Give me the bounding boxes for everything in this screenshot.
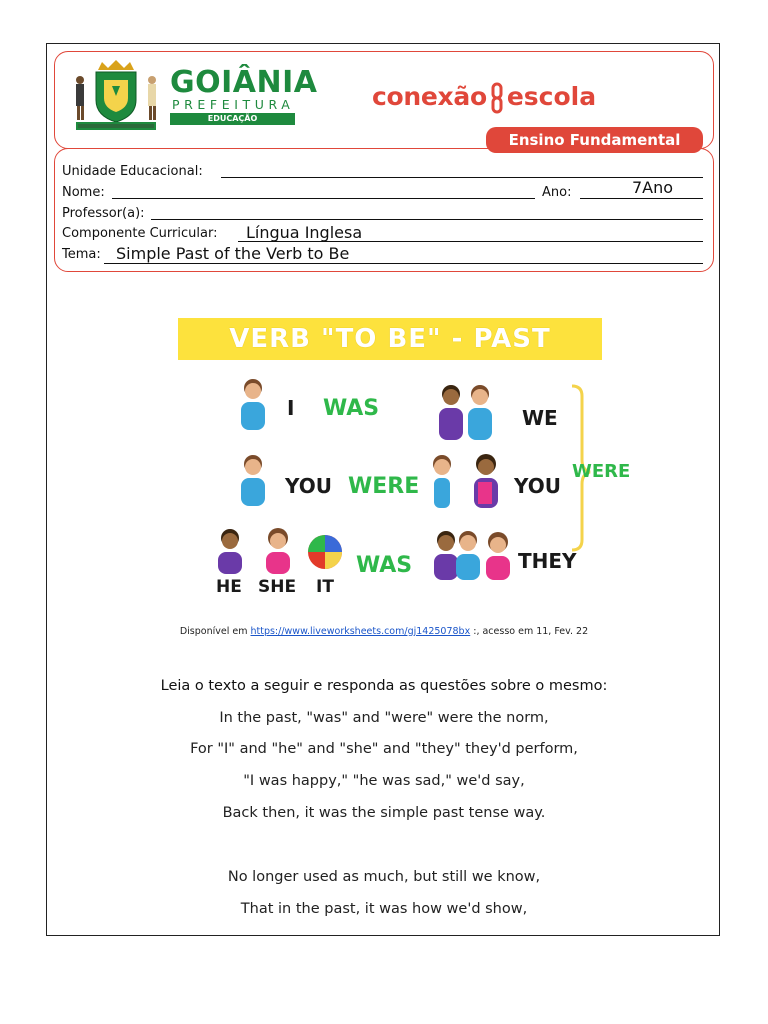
nome-field[interactable] [112,198,535,199]
unidade-label: Unidade Educacional: [62,164,203,179]
verb-was-2: WAS [356,553,413,578]
tema-label: Tema: [62,247,101,262]
program-logo [372,82,596,114]
verb-was-1: WAS [323,396,380,421]
unidade-field[interactable] [221,177,703,178]
kid-i-icon [241,379,265,430]
chain-link-icon [488,82,506,114]
pronoun-you-plural: YOU [514,474,562,498]
nome-label: Nome: [62,185,105,200]
poem-line: "I was happy," "he was sad," we'd say, [243,773,525,789]
level-badge: Ensino Fundamental [486,127,703,153]
poem-line: Back then, it was the simple past tense way. [222,805,546,821]
pronoun-he: HE [216,577,242,597]
caption-prefix: Disponível em [179,626,251,637]
poem-line: That in the past, it was how we'd show, [240,901,528,917]
caption-suffix: :, acesso em 11, Fev. 22 [470,626,589,637]
verb-were-1: WERE [348,474,420,499]
educacao-badge: EDUCAÇÃO [170,113,295,125]
componente-value: Língua Inglesa [246,223,363,242]
pronoun-we: WE [522,406,558,430]
componente-label: Componente Curricular: [62,226,218,241]
source-link[interactable]: https://www.liveworksheets.com/gj1425078bx [250,626,471,637]
pronoun-she: SHE [258,577,297,597]
professor-field[interactable] [151,219,703,220]
program-name-left: conexão [372,82,487,111]
professor-label: Professor(a): [62,206,145,221]
figure-title: VERB "TO BE" - PAST [229,324,551,354]
ano-label: Ano: [542,185,572,200]
ano-value: 7Ano [632,178,674,197]
pronoun-they: THEY [518,549,577,573]
pronoun-it: IT [316,577,334,597]
city-name: GOIÂNIA [170,65,318,100]
poem-line: No longer used as much, but still we know, [227,869,541,885]
verb-were-plural: WERE [572,461,631,482]
prefeitura-label: PREFEITURA [172,97,295,112]
ano-field[interactable] [580,198,703,199]
instructions: Leia o texto a seguir e responda as questões sobre o mesmo: [160,678,608,694]
pronoun-you-singular: YOU [285,474,333,498]
poem-line: In the past, "was" and "were" were the norm, [219,710,549,726]
program-name-right: escola [506,82,597,111]
tema-field[interactable] [104,263,703,264]
tema-value: Simple Past of the Verb to Be [116,244,350,263]
pronoun-i: I [287,396,295,420]
poem-line: For "I" and "he" and "she" and "they" they'd perform, [190,741,578,757]
city-crest-logo [68,60,164,134]
figure-caption [0,626,768,637]
